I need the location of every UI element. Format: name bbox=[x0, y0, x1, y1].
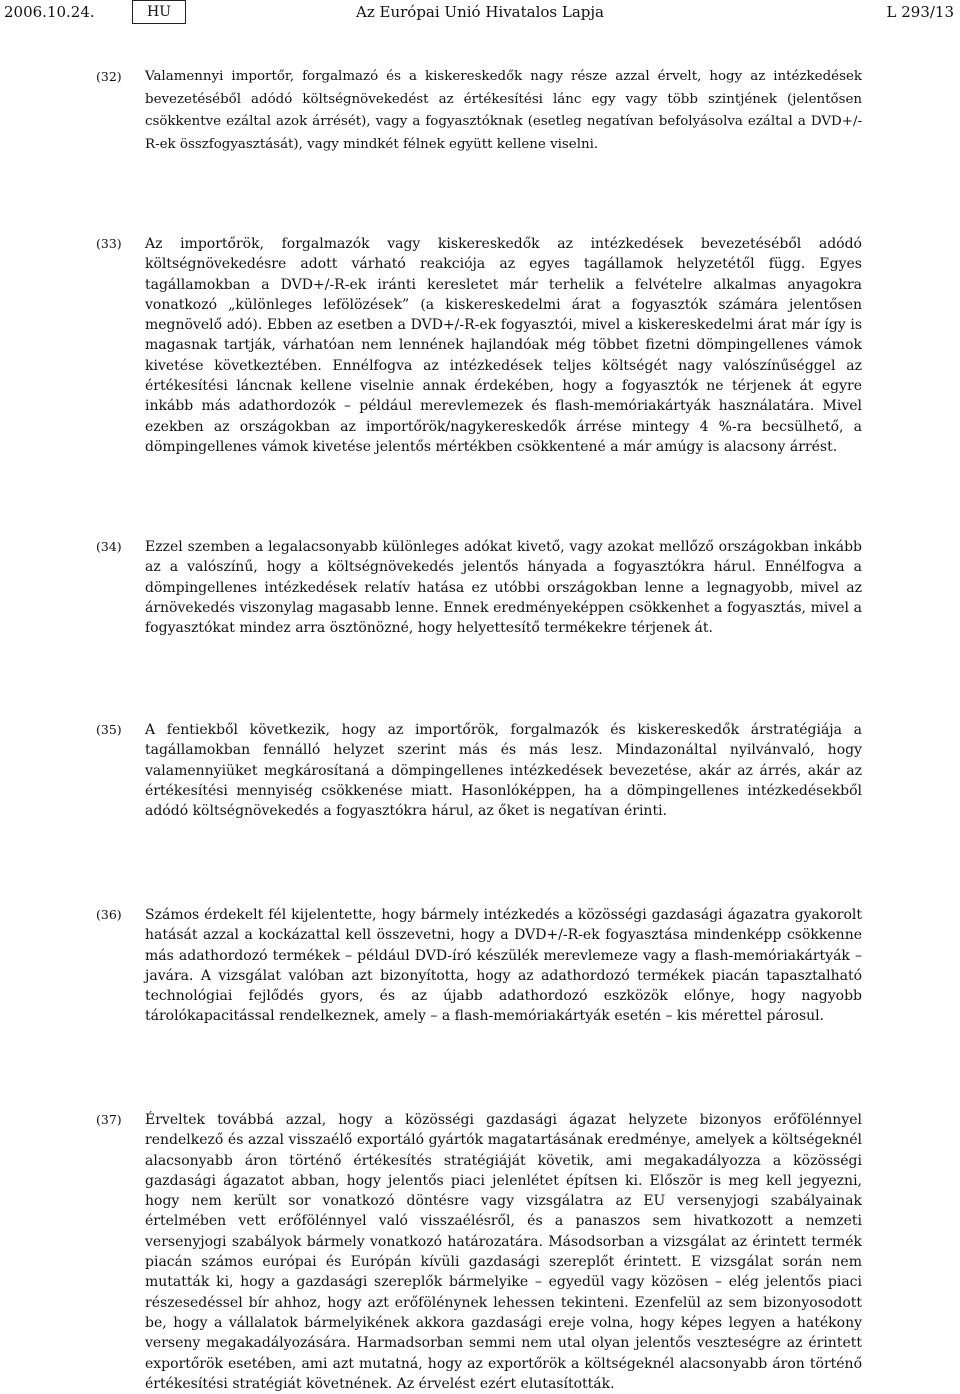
page-reference: L 293/13 bbox=[886, 3, 954, 21]
paragraph-number: (34) bbox=[96, 539, 122, 554]
publication-date: 2006.10.24. bbox=[4, 3, 95, 21]
paragraph-number: (36) bbox=[96, 907, 122, 922]
paragraph-text: Ezzel szemben a legalacsonyabb különleges adókat kivető, vagy azokat mellőző országokban inkább az a valószínű, hogy a költségnövekedés jelentős hányada a fogyasztókra hárul. Ennélfogva a dömpingellenes intézkedések relatív hatása ez utóbbi országokban lenne a legnagyobb, mivel az árnövekedés viszonylag magasabb lenne. Ennek eredményeképpen csökkenhet a fogyasztás, mivel a fogyasztókat mindez arra ösztönözné, hogy helyettesítő termékekre térjenek át. bbox=[145, 539, 862, 637]
paragraph-text: Számos érdekelt fél kijelentette, hogy bármely intézkedés a közösségi gazdasági ágazatra gyakorolt hatását azzal a kockázattal kell összevetni, hogy a DVD+/-R-ek fogyasztása mindenképp csökkenne más adathordozó termékek – például DVD-író készülék merevlemeze vagy a flash-memóriakártyák – javára. A vizsgálat valóban azt bizonyította, hogy az adathordozó termékek piacán tapasztalható technológiai fejlődés gyors, és az újabb adathordozó eszközök előnye, hogy nagyobb tárolókapacitással rendelkeznek, amely – a flash-memóriakártyák esetén – kis mérettel párosul. bbox=[145, 907, 862, 1025]
paragraph-number: (32) bbox=[96, 69, 122, 84]
journal-title: Az Európai Unió Hivatalos Lapja bbox=[356, 3, 604, 21]
paragraph-text: Valamennyi importőr, forgalmazó és a kiskereskedők nagy része azzal érvelt, hogy az intézkedések bevezetéséből adódó költségnövekedést az értékesítési lánc egy vagy több szintjének (jelentősen csökkentve ezáltal azok árrését), vagy a fogyasztóknak (esetleg negatívan befolyásolva ezáltal a DVD+/-R-ek összfogyasztását), vagy mindkét félnek együtt kellene viselni. bbox=[145, 69, 862, 152]
paragraph-text: Az importőrök, forgalmazók vagy kiskereskedők az intézkedések bevezetéséből adódó költségnövekedésre adott várható reakciója az egyes tagállamok helyzetétől függ. Egyes tagállamokban a DVD+/-R-ek iránti keresletet már terhelik a felvételre alkalmas anyagokra vonatkozó „különleges lefölözések” (a kiskereskedelmi árat a fogyasztók számára jelentősen megnövelő adó). Ebben az esetben a DVD+/-R-ek fogyasztói, mivel a kiskereskedelmi árat már így is magasnak tartják, várhatóan nem lennének hajlandóak még többet fizetni dömpingellenes vámok kivetése következtében. Ennélfogva az intézkedések teljes költségét nagy valószínűséggel az értékesítési láncnak kellene viselnie annak érdekében, hogy a fogyasztók ne térjenek át egyre inkább más adathordozók – például merevlemezek és flash-memóriakártyák használatára. Mivel ezekben az országokban az importőrök/nagykereskedők árrése mintegy 4 %-ra becsülhető, a dömpingellenes vámok kivetése jelentős mértékben csökkentené a már amúgy is alacsony árrést. bbox=[145, 236, 862, 455]
paragraph-number: (35) bbox=[96, 722, 122, 737]
language-badge: HU bbox=[132, 0, 186, 24]
paragraph-number: (33) bbox=[96, 236, 122, 251]
paragraph-number: (37) bbox=[96, 1112, 122, 1127]
paragraph-text: Érveltek továbbá azzal, hogy a közösségi gazdasági ágazat helyzete bizonyos erőfölénnyel rendelkező és azzal visszaélő exportáló gyártók magatartásának eredménye, amelyek a költségeknél alacsonyabb áron történő értékesítés stratégiáját követik, ami megakadályozza a közösségi gazdasági ágazatot abban, hogy jelentős piaci jelenlétet építsen ki. Először is meg kell jegyezni, hogy nem került sor vonatkozó döntésre vagy vizsgálatra az EU versenyjogi szabályainak értelmében vett erőfölénnyel való visszaélésről, és a panaszos sem hivatkozott a nemzeti versenyjogi szabályok bármely vonatkozó határozatára. Másodsorban a vizsgálat az érintett termék piacán számos európai és Európán kívüli gazdasági szereplőt érintett. E vizsgálat során nem mutatták ki, hogy a gazdasági szereplők bármelyike – egyedül vagy közösen – elég jelentős piaci részesedéssel bír ahhoz, hogy azt erőfölénynek lehessen tekinteni. Ezenfelül az sem bizonyosodott be, hogy a vállalatok bármelyikének akkora gazdasági ereje volna, hogy képes legyen a hatékony verseny megakadályozására. Harmadsorban semmi nem utal olyan jelentős veszteségre az érintett exportőrök esetében, ami azt mutatná, hogy az exportőrök a költségeknél alacsonyabb áron történő értékesítési stratégiát követnének. Az érvelést ezért elutasították. bbox=[145, 1112, 862, 1392]
paragraph-text: A fentiekből következik, hogy az importőrök, forgalmazók és kiskereskedők árstratégiája a tagállamokban fennálló helyzet szerint más és más lesz. Mindazonáltal nyilvánvaló, hogy valamennyiüket megkárosítaná a dömpingellenes intézkedések bevezetése, akár az árrés, akár az értékesítési mennyiség csökkenése miatt. Hasonlóképpen, ha a dömpingellenes intézkedésekből adódó költségnövekedés a fogyasztókra hárul, az őket is negatívan érinti. bbox=[145, 722, 862, 820]
page-header bbox=[0, 0, 960, 28]
